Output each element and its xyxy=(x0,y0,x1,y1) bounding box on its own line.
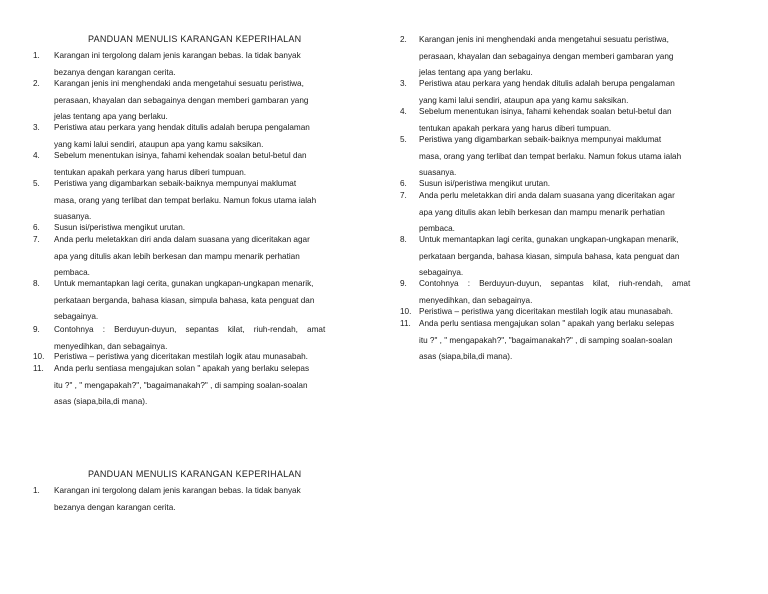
item-line: Peristiwa – peristiwa yang diceritakan mestilah logik atau munasabah. xyxy=(419,307,673,316)
item-number: 4. xyxy=(400,107,407,116)
item-line: Contohnya : Berduyun-duyun, sepantas kilat, riuh-rendah, amat xyxy=(419,279,691,288)
item-number: 1. xyxy=(33,51,40,60)
item-line: asas (siapa,bila,di mana). xyxy=(419,352,513,361)
item-number: 11. xyxy=(400,319,411,328)
item-number: 2. xyxy=(33,79,40,88)
item-number: 9. xyxy=(400,279,407,288)
item-number: 4. xyxy=(33,151,40,160)
item-line: Peristiwa atau perkara yang hendak ditulis adalah berupa pengalaman xyxy=(419,79,675,88)
item-line: Sebelum menentukan isinya, fahami kehendak soalan betul-betul dan xyxy=(54,151,307,160)
item-number: 7. xyxy=(400,191,407,200)
item-line: perasaan, khayalan dan sebagainya dengan memberi gambaran yang xyxy=(419,52,674,61)
item-line: Karangan jenis ini menghendaki anda mengetahui sesuatu peristiwa, xyxy=(54,79,304,88)
item-line: itu ?" , " mengapakah?", "bagaimanakah?" , di samping soalan-soalan xyxy=(419,336,673,345)
item-line: perkataan berganda, bahasa kiasan, simpula bahasa, kata penguat dan xyxy=(419,252,680,261)
item-line: Peristiwa – peristiwa yang diceritakan mestilah logik atau munasabah. xyxy=(54,352,308,361)
item-line: jelas tentang apa yang berlaku. xyxy=(54,112,168,121)
item-line: Peristiwa yang digambarkan sebaik-baiknya mempunyai maklumat xyxy=(54,179,297,188)
item-line: sebagainya. xyxy=(419,268,464,277)
item-number: 5. xyxy=(400,135,407,144)
item-line: Peristiwa atau perkara yang hendak ditulis adalah berupa pengalaman xyxy=(54,123,310,132)
item-line: yang kami lalui sendiri, ataupun apa yang kamu saksikan. xyxy=(54,140,264,149)
item-line: itu ?" , " mengapakah?", "bagaimanakah?" , di samping soalan-soalan xyxy=(54,381,308,390)
item-line: Anda perlu meletakkan diri anda dalam suasana yang diceritakan agar xyxy=(54,235,310,244)
left-heading-repeat: PANDUAN MENULIS KARANGAN KEPERIHALAN xyxy=(88,469,302,479)
item-number: 1. xyxy=(33,486,40,495)
left-heading: PANDUAN MENULIS KARANGAN KEPERIHALAN xyxy=(88,34,302,44)
item-line: menyedihkan, dan sebagainya. xyxy=(54,342,168,351)
item-number: 5. xyxy=(33,179,40,188)
item-number: 3. xyxy=(400,79,407,88)
item-number: 10. xyxy=(400,307,412,316)
item-line: yang kami lalui sendiri, ataupun apa yang kamu saksikan. xyxy=(419,96,629,105)
item-line: Anda perlu sentiasa mengajukan solan " apakah yang berlaku selepas xyxy=(419,319,675,328)
item-line: Karangan ini tergolong dalam jenis karangan bebas. Ia tidak banyak xyxy=(54,51,301,60)
item-line: jelas tentang apa yang berlaku. xyxy=(419,68,533,77)
item-line: Anda perlu meletakkan diri anda dalam suasana yang diceritakan agar xyxy=(419,191,675,200)
item-line: Untuk memantapkan lagi cerita, gunakan ungkapan-ungkapan menarik, xyxy=(54,279,314,288)
item-line: apa yang ditulis akan lebih berkesan dan mampu menarik perhatian xyxy=(419,208,665,217)
item-line: sebagainya. xyxy=(54,312,99,321)
item-line: Contohnya : Berduyun-duyun, sepantas kilat, riuh-rendah, amat xyxy=(54,325,326,334)
item-line: pembaca. xyxy=(54,268,90,277)
item-number: 8. xyxy=(33,279,40,288)
item-number: 9. xyxy=(33,325,40,334)
item-number: 3. xyxy=(33,123,40,132)
item-line: Sebelum menentukan isinya, fahami kehendak soalan betul-betul dan xyxy=(419,107,672,116)
item-line: asas (siapa,bila,di mana). xyxy=(54,397,148,406)
item-line: bezanya dengan karangan cerita. xyxy=(54,68,176,77)
item-line: Karangan jenis ini menghendaki anda mengetahui sesuatu peristiwa, xyxy=(419,35,669,44)
item-line: Susun isi/peristiwa mengikut urutan. xyxy=(419,179,551,188)
item-line: suasanya. xyxy=(419,168,457,177)
item-number: 6. xyxy=(400,179,407,188)
item-line: tentukan apakah perkara yang harus diberi tumpuan. xyxy=(419,124,612,133)
item-line: tentukan apakah perkara yang harus diberi tumpuan. xyxy=(54,168,247,177)
item-line: Karangan ini tergolong dalam jenis karangan bebas. Ia tidak banyak xyxy=(54,486,301,495)
item-line: Anda perlu sentiasa mengajukan solan " apakah yang berlaku selepas xyxy=(54,364,310,373)
item-line: masa, orang yang terlibat dan tempat berlaku. Namun fokus utama ialah xyxy=(54,196,317,205)
item-number: 10. xyxy=(33,352,45,361)
item-number: 6. xyxy=(33,223,40,232)
item-line: suasanya. xyxy=(54,212,92,221)
item-number: 8. xyxy=(400,235,407,244)
item-number: 2. xyxy=(400,35,407,44)
item-line: pembaca. xyxy=(419,224,455,233)
item-number: 7. xyxy=(33,235,40,244)
item-line: Susun isi/peristiwa mengikut urutan. xyxy=(54,223,186,232)
item-line: perkataan berganda, bahasa kiasan, simpula bahasa, kata penguat dan xyxy=(54,296,315,305)
item-line: masa, orang yang terlibat dan tempat berlaku. Namun fokus utama ialah xyxy=(419,152,682,161)
item-line: apa yang ditulis akan lebih berkesan dan mampu menarik perhatian xyxy=(54,252,300,261)
item-line: Untuk memantapkan lagi cerita, gunakan ungkapan-ungkapan menarik, xyxy=(419,235,679,244)
item-line: perasaan, khayalan dan sebagainya dengan memberi gambaran yang xyxy=(54,96,309,105)
item-line: menyedihkan, dan sebagainya. xyxy=(419,296,533,305)
item-line: Peristiwa yang digambarkan sebaik-baiknya mempunyai maklumat xyxy=(419,135,662,144)
item-number: 11. xyxy=(33,364,44,373)
item-line: bezanya dengan karangan cerita. xyxy=(54,503,176,512)
